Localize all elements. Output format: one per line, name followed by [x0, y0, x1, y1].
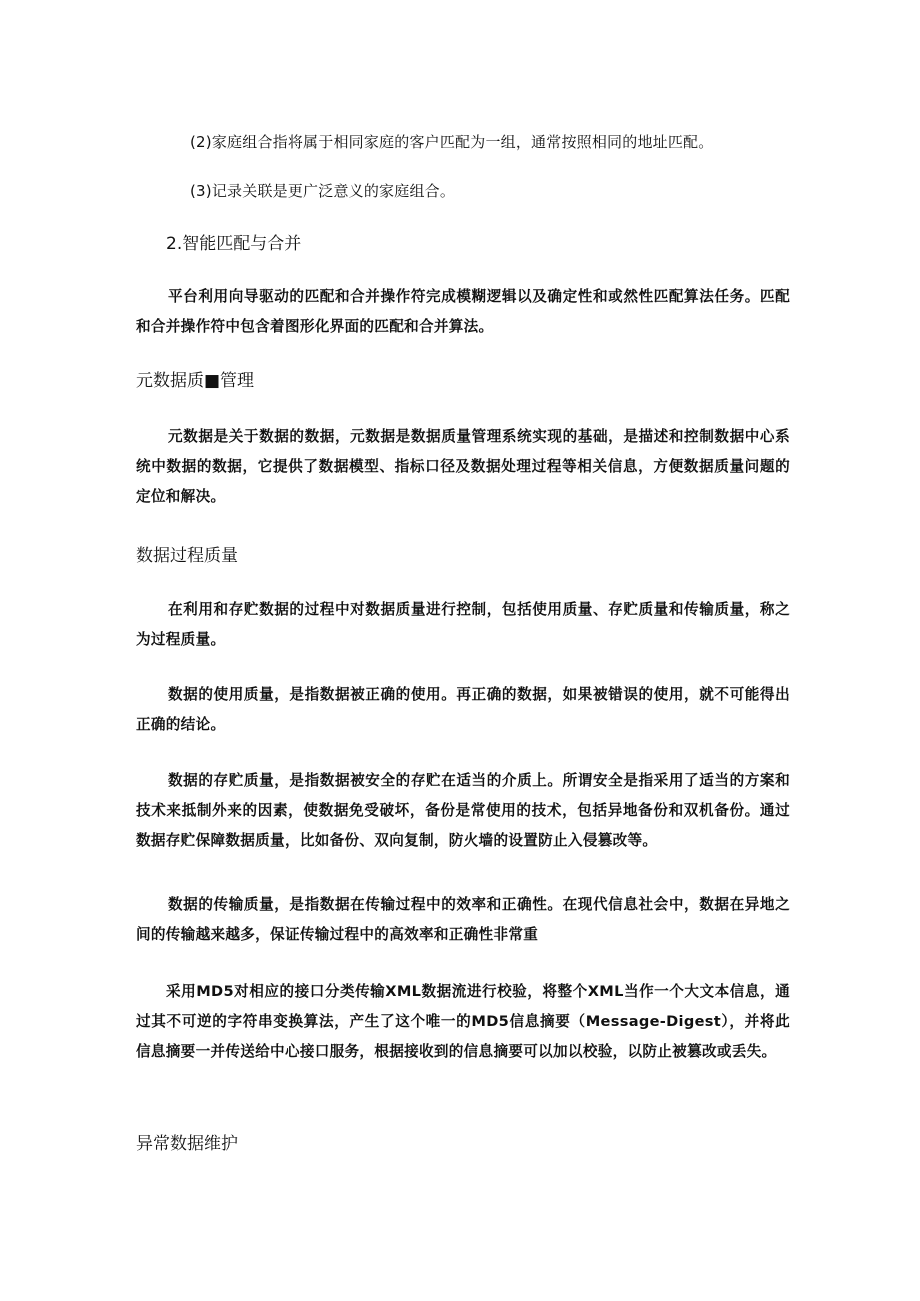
- section-heading-exception-data: 异常数据维护: [136, 1134, 238, 1154]
- paragraph-storage-quality: 数据的存贮质量，是指数据被安全的存贮在适当的介质上。所谓安全是指采用了适当的方案和技术来抵制外来的因素，使数据免受破坏，备份是常使用的技术，包括异地备份和双机备份。通过数据存贮保障数据质量，比如备份、双向复制，防火墙的设置防止入侵篡改等。: [136, 772, 790, 849]
- paragraph-process-quality-intro: 在利用和存贮数据的过程中对数据质量进行控制，包括使用质量、存贮质量和传输质量，称之为过程质量。: [136, 601, 790, 648]
- section-heading-metadata: 元数据质■管理: [136, 371, 255, 391]
- paragraph-transmission-quality: 数据的传输质量，是指数据在传输过程中的效率和正确性。在现代信息社会中，数据在异地之间的传输越来越多，保证传输过程中的高效率和正确性非常重: [136, 896, 790, 943]
- section-heading-smart-match: 2.智能匹配与合并: [166, 234, 302, 254]
- paragraph-md5-check: 采用MD5对相应的接口分类传输XML数据流进行校验，将整个XML当作一个大文本信息，通过其不可逆的字符串变换算法，产生了这个唯一的MD5信息摘要（Message-Digest），并将此信息摘要一并传送给中心接口服务，根据接收到的信息摘要可以加以校验，以防止被篡改或丢失。: [136, 983, 790, 1060]
- paragraph-usage-quality: 数据的使用质量，是指数据被正确的使用。再正确的数据，如果被错误的使用，就不可能得出正确的结论。: [136, 686, 790, 733]
- section-heading-process-quality: 数据过程质量: [136, 546, 238, 566]
- paragraph-smart-match: 平台利用向导驱动的匹配和合并操作符完成模糊逻辑以及确定性和或然性匹配算法任务。匹配和合并操作符中包含着图形化界面的匹配和合并算法。: [136, 288, 790, 335]
- paragraph-metadata: 元数据是关于数据的数据，元数据是数据质量管理系统实现的基础，是描述和控制数据中心系统中数据的数据，它提供了数据模型、指标口径及数据处理过程等相关信息，方便数据质量问题的定位和解决。: [136, 428, 790, 505]
- list-item-family-grouping: (2)家庭组合指将属于相同家庭的客户匹配为一组，通常按照相同的地址匹配。: [190, 133, 714, 151]
- list-item-record-linkage: (3)记录关联是更广泛意义的家庭组合。: [190, 182, 456, 200]
